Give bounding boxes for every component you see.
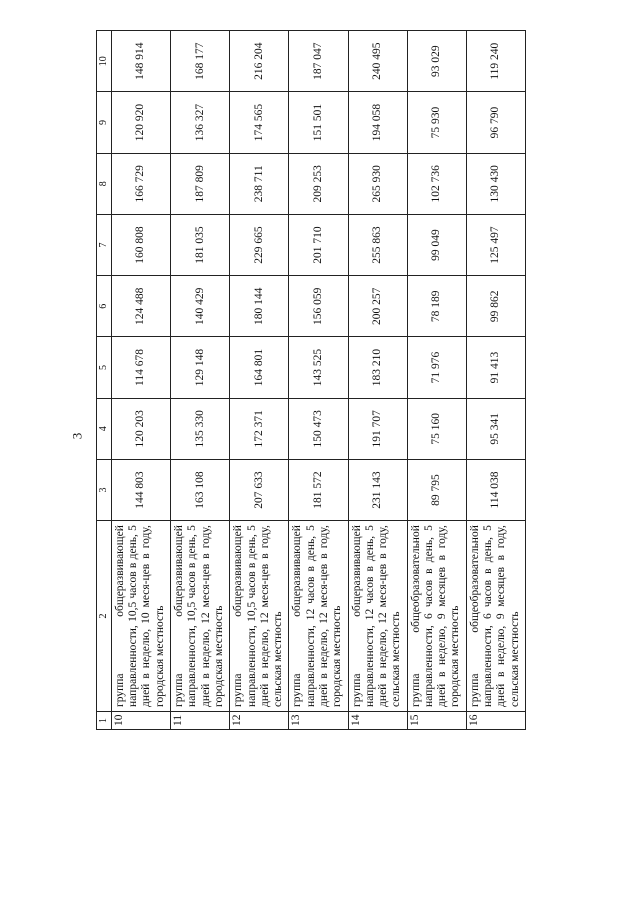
table-cell: 129 148 <box>171 337 230 398</box>
row-description: группа общеразвивающей направленности, 12 часов в день, 5 дней в неделю, 12 меся-цев в году, сельская местность <box>348 521 407 712</box>
table-cell: 148 914 <box>112 31 171 92</box>
data-table-container <box>96 30 526 730</box>
row-number: 13 <box>289 711 348 729</box>
row-description: группа общеобразовательной направленности, 6 часов в день, 5 дней в неделю, 9 месяцев в году, сельская местность <box>466 521 525 712</box>
table-cell: 96 790 <box>466 92 525 153</box>
column-header: 5 <box>97 337 112 398</box>
table-cell: 156 059 <box>289 276 348 337</box>
table-cell: 91 413 <box>466 337 525 398</box>
table-cell: 207 633 <box>230 459 289 520</box>
column-header: 3 <box>97 459 112 520</box>
table-cell: 140 429 <box>171 276 230 337</box>
table-cell: 166 729 <box>112 153 171 214</box>
column-header: 9 <box>97 92 112 153</box>
table-cell: 216 204 <box>230 31 289 92</box>
table-cell: 172 371 <box>230 398 289 459</box>
table-cell: 124 488 <box>112 276 171 337</box>
table-row <box>407 31 466 730</box>
table-header-row <box>97 31 112 730</box>
table-cell: 231 143 <box>348 459 407 520</box>
row-description: группа общеразвивающей направленности, 12 часов в день, 5 дней в неделю, 12 меся-цев в году, городская местность <box>289 521 348 712</box>
table-cell: 93 029 <box>407 31 466 92</box>
table-cell: 150 473 <box>289 398 348 459</box>
table-cell: 180 144 <box>230 276 289 337</box>
table-cell: 135 330 <box>171 398 230 459</box>
table-cell: 78 189 <box>407 276 466 337</box>
table-cell: 95 341 <box>466 398 525 459</box>
table-cell: 238 711 <box>230 153 289 214</box>
column-header: 6 <box>97 276 112 337</box>
page-number: 3 <box>69 432 85 440</box>
table-cell: 144 803 <box>112 459 171 520</box>
column-header: 8 <box>97 153 112 214</box>
table-cell: 89 795 <box>407 459 466 520</box>
table-cell: 114 038 <box>466 459 525 520</box>
table-cell: 163 108 <box>171 459 230 520</box>
table-row <box>466 31 525 730</box>
table-cell: 71 976 <box>407 337 466 398</box>
table-cell: 125 497 <box>466 214 525 275</box>
table-cell: 168 177 <box>171 31 230 92</box>
table-cell: 102 736 <box>407 153 466 214</box>
row-description: группа общеобразовательной направленности, 6 часов в день, 5 дней в неделю, 9 месяцев в году, городская местность <box>407 521 466 712</box>
table-row <box>112 31 171 730</box>
table-cell: 181 572 <box>289 459 348 520</box>
column-header: 4 <box>97 398 112 459</box>
table-cell: 191 707 <box>348 398 407 459</box>
table-cell: 164 801 <box>230 337 289 398</box>
table-row <box>348 31 407 730</box>
table-row <box>230 31 289 730</box>
row-description: группа общеразвивающей направленности, 10,5 часов в день, 5 дней в неделю, 12 меся-цев в году, сельская местность <box>230 521 289 712</box>
table-cell: 75 160 <box>407 398 466 459</box>
table-cell: 143 525 <box>289 337 348 398</box>
table-cell: 240 495 <box>348 31 407 92</box>
table-cell: 151 501 <box>289 92 348 153</box>
table-cell: 181 035 <box>171 214 230 275</box>
column-header: 1 <box>97 711 112 729</box>
table-cell: 114 678 <box>112 337 171 398</box>
data-table <box>96 30 526 730</box>
table-cell: 174 565 <box>230 92 289 153</box>
row-number: 14 <box>348 711 407 729</box>
column-header: 7 <box>97 214 112 275</box>
table-cell: 119 240 <box>466 31 525 92</box>
table-cell: 75 930 <box>407 92 466 153</box>
table-cell: 194 058 <box>348 92 407 153</box>
row-number: 16 <box>466 711 525 729</box>
table-cell: 160 808 <box>112 214 171 275</box>
row-description: группа общеразвивающей направленности, 10,5 часов в день, 5 дней в неделю, 12 меся-цев в году, городская местность <box>171 521 230 712</box>
table-cell: 187 047 <box>289 31 348 92</box>
table-cell: 187 809 <box>171 153 230 214</box>
row-number: 12 <box>230 711 289 729</box>
table-cell: 229 665 <box>230 214 289 275</box>
table-cell: 99 862 <box>466 276 525 337</box>
table-cell: 201 710 <box>289 214 348 275</box>
column-header: 2 <box>97 521 112 712</box>
row-number: 11 <box>171 711 230 729</box>
table-cell: 255 863 <box>348 214 407 275</box>
table-cell: 136 327 <box>171 92 230 153</box>
row-number: 10 <box>112 711 171 729</box>
row-number: 15 <box>407 711 466 729</box>
table-row <box>289 31 348 730</box>
table-cell: 120 203 <box>112 398 171 459</box>
table-cell: 200 257 <box>348 276 407 337</box>
table-cell: 209 253 <box>289 153 348 214</box>
table-cell: 120 920 <box>112 92 171 153</box>
table-cell: 99 049 <box>407 214 466 275</box>
table-cell: 130 430 <box>466 153 525 214</box>
table-row <box>171 31 230 730</box>
row-description: группа общеразвивающей направленности, 10,5 часов в день, 5 дней в неделю, 10 меся-цев в году, городская местность <box>112 521 171 712</box>
column-header: 10 <box>97 31 112 92</box>
table-cell: 265 930 <box>348 153 407 214</box>
table-cell: 183 210 <box>348 337 407 398</box>
